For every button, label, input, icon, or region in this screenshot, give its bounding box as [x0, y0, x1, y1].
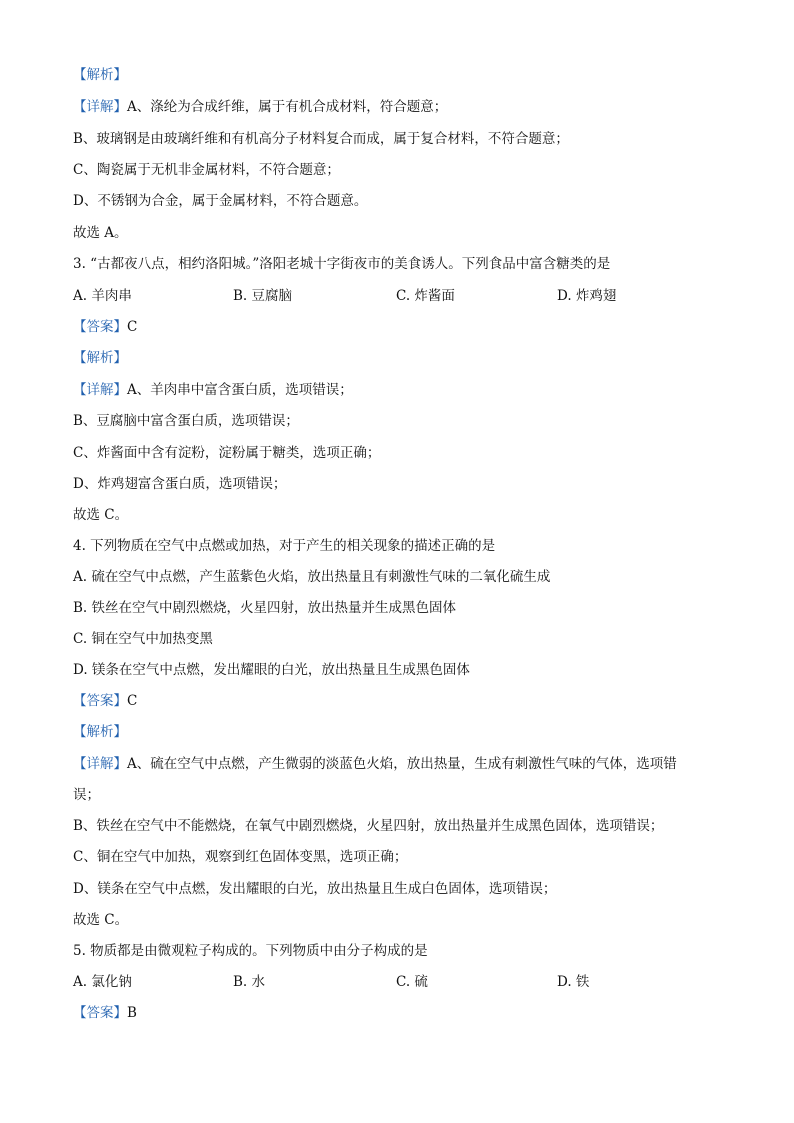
question-5-stem: 5. 物质都是由微观粒子构成的。下列物质中由分子构成的是	[73, 943, 428, 959]
q5-option-c: C. 硫	[396, 974, 428, 990]
q4-option-b: B. 铁丝在空气中剧烈燃烧，火星四射，放出热量并生成黑色固体	[73, 600, 457, 616]
xiangjie-line-1: 【详解】A、涤纶为合成纤维，属于有机合成材料，符合题意；	[73, 99, 448, 115]
q3-option-d: D. 炸鸡翅	[557, 288, 617, 304]
analysis-line: C、炸酱面中含有淀粉，淀粉属于糖类，选项正确；	[73, 445, 381, 461]
q5-option-b: B. 水	[233, 974, 266, 990]
q5-answer: 【答案】B	[73, 1005, 137, 1021]
question-3-stem: 3. “古都夜八点，相约洛阳城。”洛阳老城十字街夜市的美食诱人。下列食品中富含糖类的是	[73, 256, 611, 272]
q3-option-b: B. 豆腐脑	[233, 288, 293, 304]
q4-xiangjie-cont: 误；	[73, 787, 100, 803]
conclusion-line: 故选 A。	[73, 225, 128, 241]
analysis-line: C、铜在空气中加热，观察到红色固体变黑，选项正确；	[73, 849, 408, 865]
analysis-line: B、豆腐脑中富含蛋白质，选项错误；	[73, 413, 299, 429]
q3-option-c: C. 炸酱面	[396, 288, 455, 304]
analysis-line: D、镁条在空气中点燃，发出耀眼的白光，放出热量且生成白色固体，选项错误；	[73, 881, 557, 897]
analysis-line: B、铁丝在空气中不能燃烧，在氧气中剧烈燃烧，火星四射，放出热量并生成黑色固体，选项错误；	[73, 818, 664, 834]
q4-jiexi-heading: 【解析】	[73, 724, 127, 740]
analysis-line: D、炸鸡翅富含蛋白质，选项错误；	[73, 476, 287, 492]
q4-option-d: D. 镁条在空气中点燃，发出耀眼的白光，放出热量且生成黑色固体	[73, 662, 470, 678]
analysis-line: D、不锈钢为合金，属于金属材料，不符合题意。	[73, 193, 368, 209]
q5-option-d: D. 铁	[557, 974, 590, 990]
q3-option-a: A. 羊肉串	[73, 288, 132, 304]
jiexi-heading-1: 【解析】	[73, 67, 127, 83]
q4-option-c: C. 铜在空气中加热变黑	[73, 631, 213, 647]
question-4-stem: 4. 下列物质在空气中点燃或加热，对于产生的相关现象的描述正确的是	[73, 538, 496, 554]
q4-answer: 【答案】C	[73, 693, 138, 709]
q5-option-a: A. 氯化钠	[73, 974, 132, 990]
conclusion-line: 故选 C。	[73, 507, 129, 523]
q4-xiangjie-line: 【详解】A、硫在空气中点燃，产生微弱的淡蓝色火焰，放出热量，生成有刺激性气味的气体，选项错	[73, 756, 677, 772]
conclusion-line: 故选 C。	[73, 912, 129, 928]
analysis-line: C、陶瓷属于无机非金属材料，不符合题意；	[73, 162, 340, 178]
q3-jiexi-heading: 【解析】	[73, 350, 127, 366]
q4-option-a: A. 硫在空气中点燃，产生蓝紫色火焰，放出热量且有刺激性气味的二氧化硫生成	[73, 569, 551, 585]
q3-xiangjie-line: 【详解】A、羊肉串中富含蛋白质，选项错误；	[73, 382, 353, 398]
analysis-line: B、玻璃钢是由玻璃纤维和有机高分子材料复合而成，属于复合材料，不符合题意；	[73, 131, 569, 147]
q3-answer: 【答案】C	[73, 319, 138, 335]
